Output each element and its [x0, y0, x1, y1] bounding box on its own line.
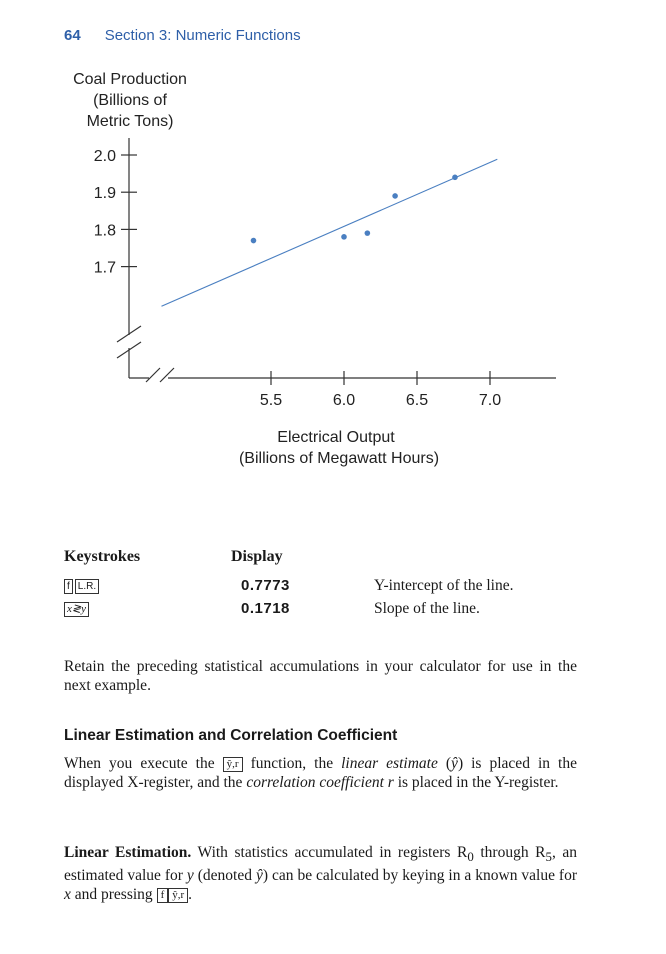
regression-line [162, 159, 498, 306]
yhat-r-key-inline: ŷ,r [168, 888, 188, 903]
y-axis [117, 138, 141, 378]
x-axis-title-line-2: (Billions of Megawatt Hours) [238, 450, 440, 467]
x-tick-label: 6.5 [405, 392, 429, 409]
y-axis-title-line-1: Coal Production [73, 71, 187, 88]
y-axis-title-line-3: Metric Tons) [86, 113, 174, 130]
page-header [64, 27, 301, 44]
data-points [251, 175, 458, 244]
y-tick-label: 1.7 [93, 259, 116, 277]
keystroke-row-1 [64, 577, 101, 595]
data-point [452, 175, 458, 181]
x-axis [129, 368, 556, 382]
y-tick-label: 2.0 [93, 148, 116, 165]
keystroke-row-2 [64, 600, 91, 618]
scatter-chart [0, 60, 666, 480]
x-exchange-y-key: x≷y [64, 602, 89, 617]
data-point [365, 230, 371, 236]
display-header: Display [231, 548, 283, 565]
y-axis-title-line-2: (Billions of [93, 92, 167, 109]
x-axis-title [239, 429, 439, 467]
note-1: Y-intercept of the line. [374, 577, 514, 594]
page-number: 64 [64, 27, 81, 44]
x-axis-break [146, 368, 174, 382]
x-tick-label: 7.0 [478, 392, 502, 409]
x-axis-title-line-1: Electrical Output [277, 429, 395, 446]
y-tick-label: 1.9 [93, 185, 116, 203]
data-point [341, 234, 347, 240]
display-value-1: 0.7773 [241, 577, 290, 594]
f-key: f [64, 579, 73, 594]
paragraph-retain: Retain the preceding statistical accumulations in your calculator for use in the next example. [64, 658, 577, 694]
y-ticks [94, 148, 137, 277]
y-tick-label: 1.8 [93, 222, 116, 240]
note-2: Slope of the line. [374, 600, 480, 617]
paragraph-linear-estimation: Linear Estimation. With statistics accumulated in registers $R_0$ through $R_5$, an estimated value for y (denoted ŷ) can be calculated by keying in a known value for x and pressing f ŷ,r . [64, 844, 578, 904]
f-key-inline: f [157, 888, 169, 903]
yhat-r-key: ŷ,r [223, 757, 243, 772]
paragraph-linear-estimation-intro: When you execute the ŷ,r function, the linear estimate (ŷ) is placed in the displayed X-register, and the correlation coefficient r is placed in the Y-register. [64, 755, 577, 791]
x-tick-label: 5.5 [259, 392, 283, 409]
y-axis-title [73, 71, 187, 130]
x-ticks [260, 371, 501, 409]
section-title: Section 3: Numeric Functions [104, 27, 301, 44]
x-tick-label: 6.0 [332, 392, 356, 409]
keystrokes-header: Keystrokes [64, 548, 141, 565]
lr-key: L.R. [75, 579, 99, 594]
section-heading: Linear Estimation and Correlation Coefficient [64, 727, 398, 744]
data-point [392, 193, 398, 199]
data-point [251, 238, 257, 244]
display-value-2: 0.1718 [241, 600, 290, 617]
